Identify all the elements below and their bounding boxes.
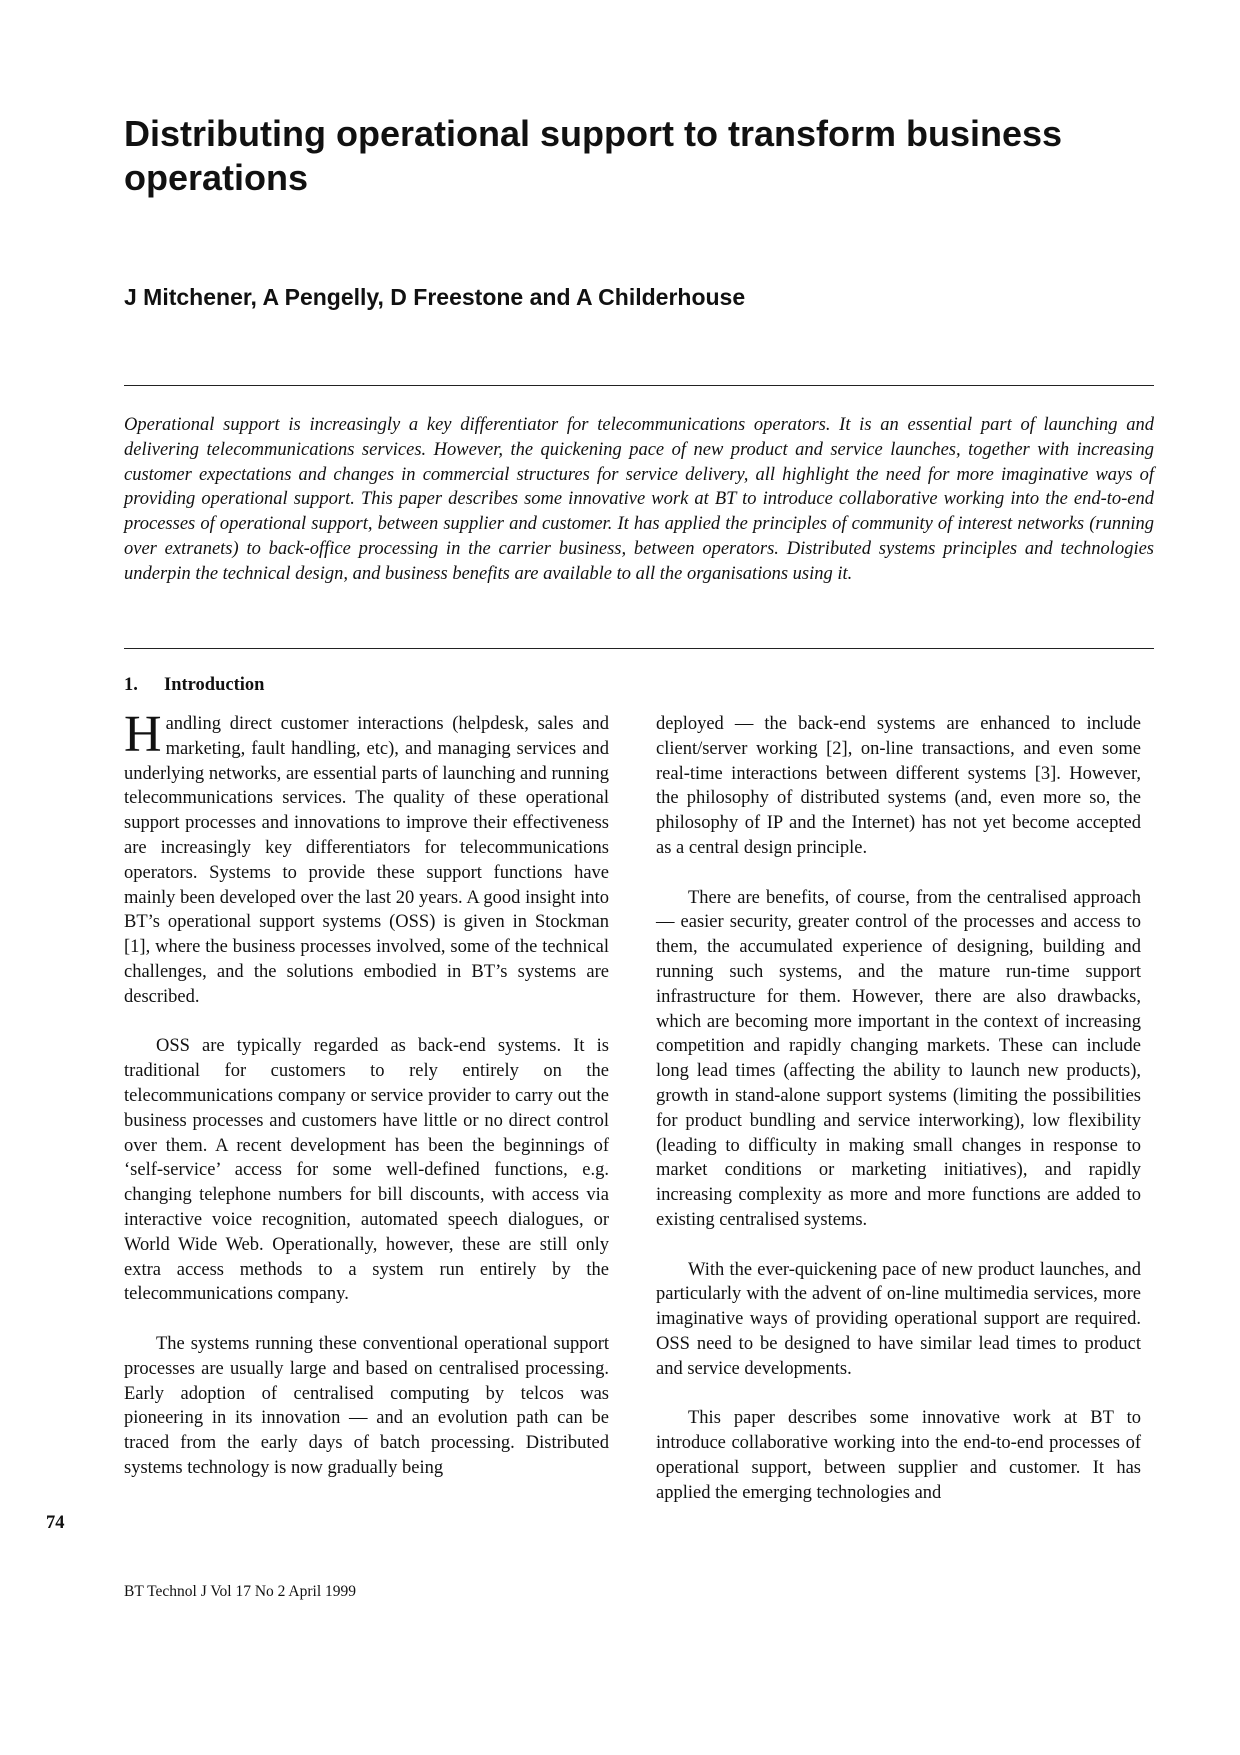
section-title: Introduction (164, 675, 265, 695)
paragraph-5: There are benefits, of course, from the centralised approach — easier security, greater control of the processes and access to them, the accumulated experience of designing, building and running such systems, and the mature run-time support infrastructure for them. However, there are also drawbacks, which are becoming more important in the context of increasing competition and rapidly changing markets. These can include long lead times (affecting the ability to launch new products), growth in stand-alone support systems (limiting the possibilities for product bundling and service interworking), low flexibility (leading to difficulty in making small changes in response to market conditions or marketing initiatives), and rapidly increasing complexity as more and more functions are added to existing centralised systems. (656, 887, 1141, 1230)
paragraph-7: This paper describes some innovative work at BT to introduce collaborative working into the end-to-end processes of operational support, between supplier and customer. It has applied the emerging technologies and (656, 1408, 1141, 1503)
left-column (124, 706, 609, 1506)
right-column (656, 712, 1141, 1530)
paragraph-1 (124, 706, 609, 1010)
journal-footer: BT Technol J Vol 17 No 2 April 1999 (124, 1583, 357, 1600)
drop-cap: H (124, 706, 162, 763)
abstract: Operational support is increasingly a key differentiator for telecommunications operators. It is an essential part of launching and delivering telecommunications services. However, the quickening pace of new product and service launches, together with increasing customer expectations and changes in commercial structures for service delivery, all highlight the need for more imaginative ways of providing operational support. This paper describes some innovative work at BT to introduce collaborative working into the end-to-end processes of operational support, between supplier and customer. It has applied the principles of community of interest networks (running over extranets) to back-office processing in the carrier business, between operators. Distributed systems principles and technologies underpin the technical design, and business benefits are available to all the organisations using it. (124, 415, 1154, 584)
paragraph-4: deployed — the back-end systems are enhanced to include client/server working [2], on-line transactions, and even some real-time interactions between different systems [3]. However, the philosophy of distributed systems (and, even more so, the philosophy of IP and the Internet) has not yet become accepted as a central design principle. (656, 714, 1141, 858)
paragraph-3: The systems running these conventional operational support processes are usually large and based on centralised processing. Early adoption of centralised computing by telcos was pioneering in its innovation — and an evolution path can be traced from the early days of batch processing. Distributed systems technology is now gradually being (124, 1333, 609, 1478)
section-heading (124, 673, 264, 697)
abstract-top-rule (124, 385, 1154, 386)
page-number: 74 (46, 1513, 65, 1533)
paragraph-1-text: andling direct customer interactions (helpdesk, sales and marketing, fault handling, etc), and managing services and underlying networks, are essential parts of launching and running telecommunications services. The quality of these operational support processes and innovations to improve their effectiveness are increasingly key differentiators for telecommunications operators. Systems to provide these support functions have mainly been developed over the last 20 years. A good insight into BT’s operational support systems (OSS) is given in Stockman [1], where the business processes involved, some of the technical challenges, and the solutions embodied in BT’s systems are described. (124, 714, 609, 1007)
paragraph-6: With the ever-quickening pace of new product launches, and particularly with the advent of on-line multimedia services, more imaginative ways of providing operational support are required. OSS need to be designed to have similar lead times to product and service developments. (656, 1259, 1141, 1379)
author-list: J Mitchener, A Pengelly, D Freestone and A Childerhouse (124, 284, 746, 310)
paper-title: Distributing operational support to transform business operations (124, 113, 1063, 198)
section-number: 1. (124, 675, 138, 695)
abstract-bottom-rule (124, 648, 1154, 649)
paragraph-2: OSS are typically regarded as back-end systems. It is traditional for customers to rely entirely on the telecommunications company or service provider to carry out the business processes and customers have little or no direct control over them. A recent development has been the beginnings of ‘self-service’ access for some well-defined functions, e.g. changing telephone numbers for bill discounts, with access via interactive voice recognition, automated speech dialogues, or World Wide Web. Operationally, however, these are still only extra access methods to a system run entirely by the telecommunications company. (124, 1036, 609, 1305)
